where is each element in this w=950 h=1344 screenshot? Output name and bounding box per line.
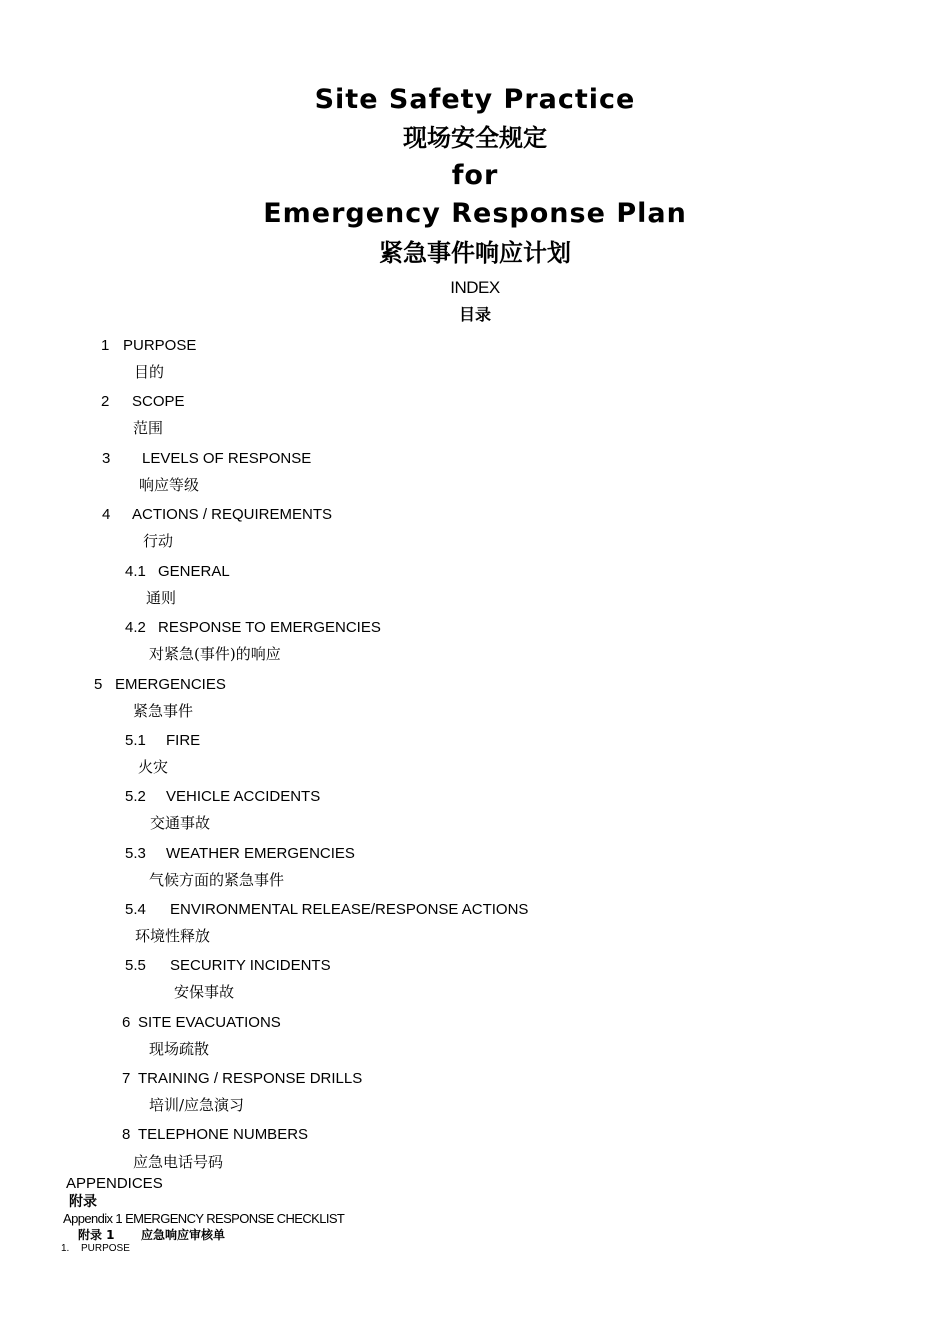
toc-item-evacuations: SITE EVACUATIONS <box>138 1014 281 1031</box>
toc-num-1: 1 <box>101 337 110 354</box>
toc-item-environmental-zh: 环境性释放 <box>135 927 211 945</box>
title-line-4: Emergency Response Plan <box>263 198 687 229</box>
toc-num-6: 6 <box>122 1014 131 1031</box>
toc-item-weather: WEATHER EMERGENCIES <box>166 845 355 862</box>
toc-item-vehicle-zh: 交通事故 <box>150 814 211 832</box>
section-1-number: 1. <box>61 1243 70 1254</box>
toc-num-5-1: 5.1 <box>125 732 146 749</box>
toc-item-weather-zh: 气候方面的紧急事件 <box>149 871 285 889</box>
appendices-heading-zh: 附录 <box>69 1194 97 1210</box>
toc-item-training-zh: 培训/应急演习 <box>149 1096 245 1114</box>
toc-item-actions-zh: 行动 <box>143 532 174 550</box>
title-line-2: 现场安全规定 <box>403 124 547 152</box>
toc-item-vehicle: VEHICLE ACCIDENTS <box>166 788 321 805</box>
toc-num-5-4: 5.4 <box>125 901 146 918</box>
index-heading: INDEX <box>450 278 500 297</box>
toc-num-4: 4 <box>102 506 111 523</box>
toc-item-general-zh: 通则 <box>146 589 177 607</box>
toc-num-4-1: 4.1 <box>125 563 146 580</box>
toc-item-fire-zh: 火灾 <box>138 758 169 776</box>
toc-item-evacuations-zh: 现场疏散 <box>149 1040 210 1058</box>
toc-num-7: 7 <box>122 1070 131 1087</box>
toc-item-security: SECURITY INCIDENTS <box>170 957 331 974</box>
toc-num-4-2: 4.2 <box>125 619 146 636</box>
toc-item-environmental: ENVIRONMENTAL RELEASE/RESPONSE ACTIONS <box>170 901 529 918</box>
toc-item-emergencies-zh: 紧急事件 <box>133 702 194 720</box>
toc-item-purpose-zh: 目的 <box>134 363 165 381</box>
toc-item-telephone: TELEPHONE NUMBERS <box>138 1126 309 1143</box>
toc-item-general: GENERAL <box>158 563 230 580</box>
toc-num-5: 5 <box>94 676 103 693</box>
toc-num-5-5: 5.5 <box>125 957 146 974</box>
toc-item-scope-zh: 范围 <box>133 419 164 437</box>
appendix-1-title-zh: 应急响应审核单 <box>141 1228 226 1242</box>
appendix-1-title: Appendix 1 EMERGENCY RESPONSE CHECKLIST <box>63 1211 345 1226</box>
toc-num-3: 3 <box>102 450 111 467</box>
toc-item-actions: ACTIONS / REQUIREMENTS <box>132 506 333 523</box>
appendices-heading: APPENDICES <box>66 1175 163 1192</box>
index-heading-zh: 目录 <box>458 305 491 324</box>
toc-item-levels-zh: 响应等级 <box>139 476 200 494</box>
toc-item-purpose: PURPOSE <box>123 337 197 354</box>
toc-item-emergencies: EMERGENCIES <box>115 676 226 693</box>
toc-num-5-3: 5.3 <box>125 845 146 862</box>
title-line-5: 紧急事件响应计划 <box>379 239 571 267</box>
toc-item-scope: SCOPE <box>132 393 185 410</box>
section-1-title: PURPOSE <box>81 1243 130 1254</box>
toc-item-training: TRAINING / RESPONSE DRILLS <box>138 1070 363 1087</box>
title-line-3: for <box>451 160 499 191</box>
toc-num-5-2: 5.2 <box>125 788 146 805</box>
toc-item-security-zh: 安保事故 <box>174 983 235 1001</box>
toc-item-telephone-zh: 应急电话号码 <box>133 1153 224 1171</box>
toc-num-2: 2 <box>101 393 110 410</box>
toc-item-response: RESPONSE TO EMERGENCIES <box>158 619 381 636</box>
appendix-1-label-zh: 附录 1 <box>78 1228 115 1242</box>
title-line-1: Site Safety Practice <box>314 84 636 115</box>
toc-item-response-zh: 对紧急(事件)的响应 <box>149 645 281 663</box>
toc-item-levels: LEVELS OF RESPONSE <box>142 450 312 467</box>
toc-num-8: 8 <box>122 1126 131 1143</box>
toc-item-fire: FIRE <box>166 732 201 749</box>
